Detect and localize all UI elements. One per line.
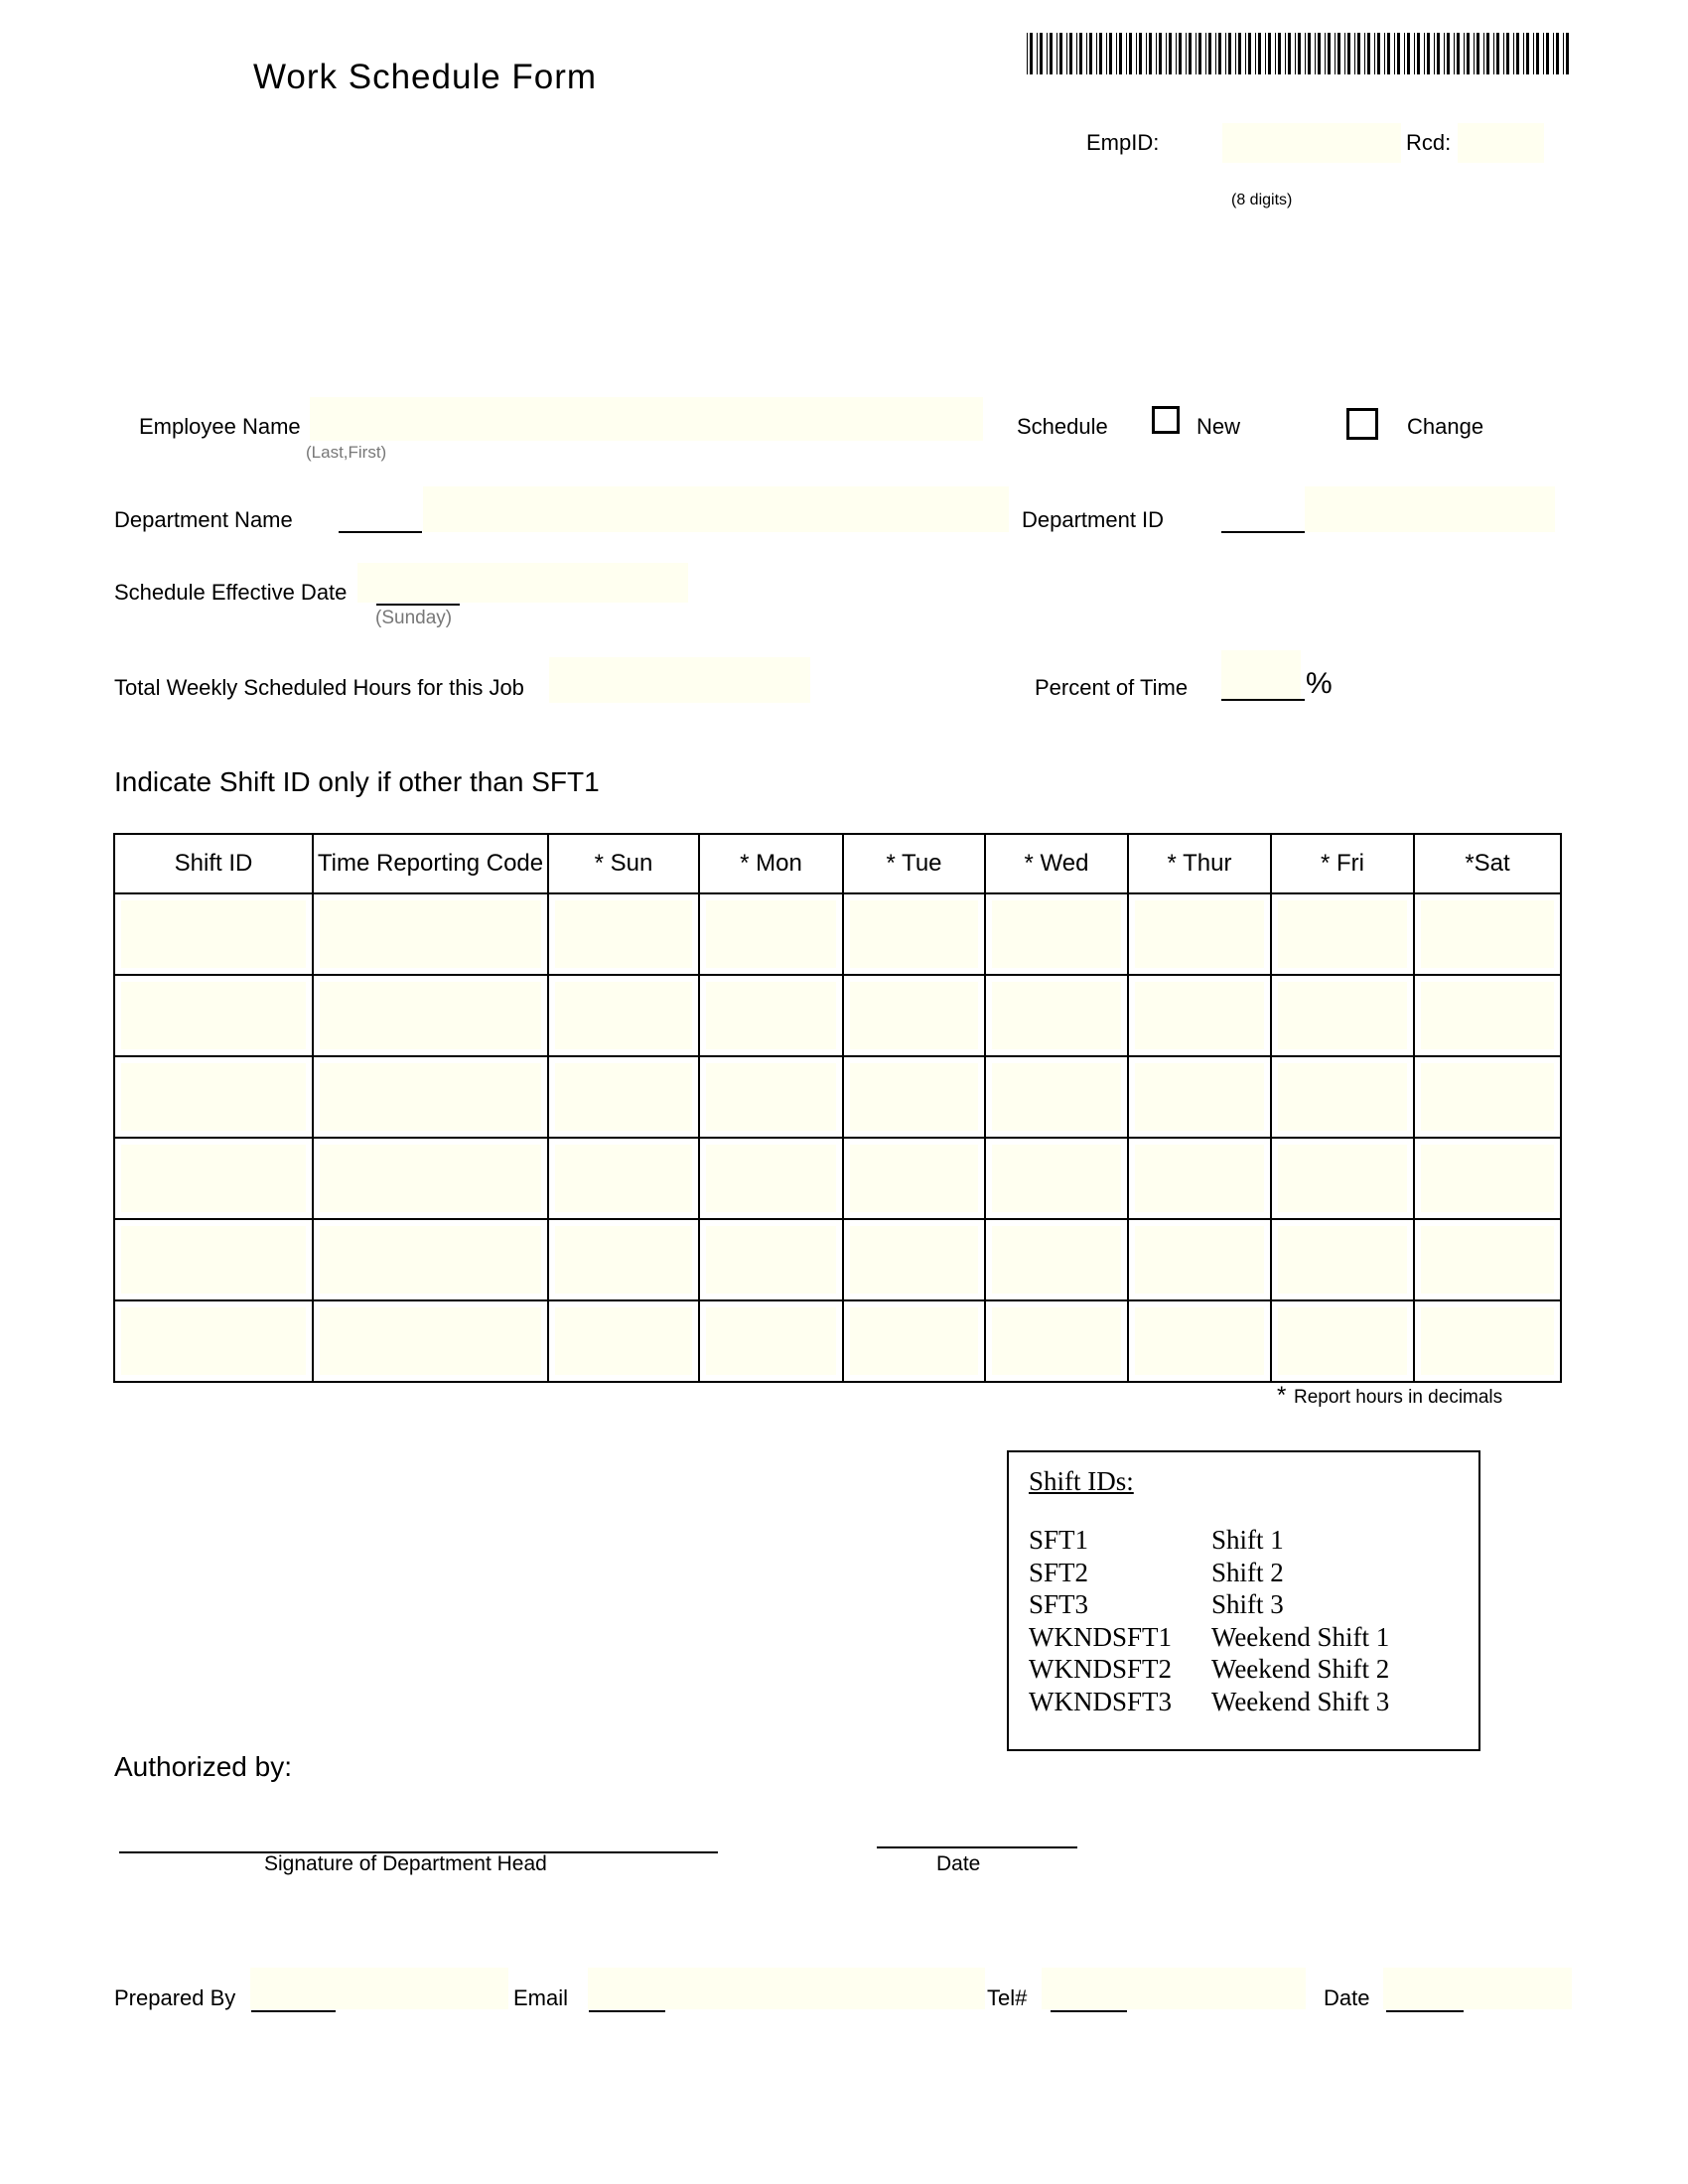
table-cell-input[interactable] [555,900,692,968]
tel-underline [1051,2010,1127,2012]
table-cell [1271,1138,1414,1219]
table-cell [1128,1056,1271,1138]
table-cell [1271,1300,1414,1382]
table-row [114,893,1561,975]
table-cell-input[interactable] [320,900,541,968]
table-cell [313,1138,548,1219]
percent-sign: % [1306,667,1333,700]
table-cell-input[interactable] [555,1307,692,1375]
footnote-star: * [1277,1382,1287,1409]
table-cell-input[interactable] [1135,982,1264,1049]
effective-date-field[interactable] [357,563,688,603]
table-cell-input[interactable] [1421,1145,1554,1212]
department-name-field[interactable] [423,486,1009,532]
schedule-change-checkbox[interactable] [1346,408,1378,440]
table-cell [985,1138,1128,1219]
table-row [114,1219,1561,1300]
table-cell [1271,1056,1414,1138]
table-cell-input[interactable] [706,1063,836,1131]
table-cell [114,1300,313,1382]
schedule-new-label: New [1196,414,1241,439]
table-cell [114,1056,313,1138]
table-cell [313,1219,548,1300]
table-cell [1271,893,1414,975]
table-cell-input[interactable] [706,1307,836,1375]
table-cell [843,1138,985,1219]
table-cell [985,893,1128,975]
table-cell-input[interactable] [1421,1226,1554,1294]
employee-name-label: Employee Name [139,414,301,439]
table-cell [843,1056,985,1138]
table-cell-input[interactable] [1135,1145,1264,1212]
table-cell [1128,893,1271,975]
table-cell [114,1219,313,1300]
auth-date-label: Date [936,1852,981,1875]
table-cell [985,975,1128,1056]
table-cell [548,975,699,1056]
table-cell-input[interactable] [555,1226,692,1294]
table-header-cell: * Thur [1128,834,1271,893]
table-cell [1271,975,1414,1056]
table-cell-input[interactable] [121,1145,306,1212]
table-cell [699,893,843,975]
footnote-text: Report hours in decimals [1294,1387,1503,1408]
shift-note: Indicate Shift ID only if other than SFT1 [114,766,600,797]
table-cell-input[interactable] [992,1226,1121,1294]
table-header-cell: * Mon [699,834,843,893]
table-cell-input[interactable] [320,1063,541,1131]
prepared-date-field[interactable] [1383,1968,1572,2009]
auth-date-line[interactable] [877,1846,1077,1848]
prepared-date-underline [1386,2010,1464,2012]
table-cell-input[interactable] [1278,900,1407,968]
table-cell [114,893,313,975]
department-id-label: Department ID [1022,507,1165,532]
shift-id-description: Shift 1 [1211,1525,1284,1555]
empid-label: EmpID: [1086,130,1160,155]
shift-id-description: Weekend Shift 1 [1211,1621,1390,1652]
empid-field[interactable] [1222,123,1401,163]
employee-name-hint: (Last,First) [306,443,387,462]
effective-date-underline [376,604,460,606]
form-title: Work Schedule Form [253,58,598,96]
table-cell [313,1300,548,1382]
shift-id-code: WKNDSFT3 [1029,1686,1173,1716]
schedule-change-label: Change [1407,414,1484,439]
table-cell [699,1138,843,1219]
table-cell-input[interactable] [1421,1307,1554,1375]
table-cell [1128,1138,1271,1219]
table-cell-input[interactable] [1278,1063,1407,1131]
department-id-underline [1221,531,1305,533]
table-cell-input[interactable] [320,1145,541,1212]
shift-id-description: Shift 2 [1211,1557,1284,1587]
table-cell [1414,975,1561,1056]
table-row [114,1056,1561,1138]
table-header-cell: * Tue [843,834,985,893]
table-cell [699,1056,843,1138]
table-cell [114,1138,313,1219]
schedule-table [113,833,1562,1383]
table-cell-input[interactable] [850,1307,978,1375]
shift-id-code: WKNDSFT2 [1029,1654,1173,1684]
table-cell [1414,893,1561,975]
table-cell-input[interactable] [992,982,1121,1049]
table-cell-input[interactable] [706,1145,836,1212]
table-cell-input[interactable] [555,1145,692,1212]
email-field[interactable] [588,1968,985,2009]
table-cell [114,975,313,1056]
email-underline [589,2010,665,2012]
table-cell [843,975,985,1056]
table-cell [1271,1219,1414,1300]
percent-time-field[interactable] [1221,650,1301,700]
empid-hint: (8 digits) [1231,192,1293,208]
table-cell-input[interactable] [850,900,978,968]
table-cell [1414,1138,1561,1219]
rcd-field[interactable] [1458,123,1544,163]
table-cell [313,893,548,975]
table-header-cell: * Sun [548,834,699,893]
table-cell [313,975,548,1056]
rcd-label: Rcd: [1406,130,1452,155]
table-row [114,1300,1561,1382]
shift-id-description: Shift 3 [1211,1589,1284,1619]
table-cell [1414,1219,1561,1300]
table-header-cell: Time Reporting Code [313,834,548,893]
table-cell [699,1300,843,1382]
table-row [114,975,1561,1056]
table-cell-input[interactable] [706,1226,836,1294]
table-cell-input[interactable] [320,1226,541,1294]
table-cell-input[interactable] [320,982,541,1049]
table-cell-input[interactable] [1278,1226,1407,1294]
table-cell-input[interactable] [1421,900,1554,968]
table-cell [548,1056,699,1138]
shift-id-description: Weekend Shift 2 [1211,1654,1390,1684]
department-name-label: Department Name [114,507,293,532]
table-cell [985,1300,1128,1382]
prepared-by-underline [251,2010,336,2012]
shift-id-code: SFT2 [1029,1557,1089,1587]
table-cell [548,1300,699,1382]
schedule-new-checkbox[interactable] [1152,406,1180,434]
table-cell-input[interactable] [555,982,692,1049]
department-name-underline [339,531,422,533]
table-cell-input[interactable] [1278,982,1407,1049]
table-cell-input[interactable] [121,1307,306,1375]
table-cell [1414,1056,1561,1138]
table-cell-input[interactable] [992,900,1121,968]
shift-ids-legend [1007,1450,1480,1751]
table-cell-input[interactable] [121,1226,306,1294]
table-header-cell: *Sat [1414,834,1561,893]
effective-date-label: Schedule Effective Date [114,580,348,605]
table-cell-input[interactable] [121,982,306,1049]
percent-time-underline [1221,699,1305,701]
prepared-by-field[interactable] [250,1968,508,2009]
table-cell-input[interactable] [850,1063,978,1131]
shift-id-description: Weekend Shift 3 [1211,1686,1390,1716]
shift-id-code: WKNDSFT1 [1029,1621,1173,1652]
shift-ids-title: Shift IDs: [1029,1466,1134,1496]
employee-name-field[interactable] [310,397,983,441]
table-cell-input[interactable] [121,900,306,968]
table-cell-input[interactable] [992,1063,1121,1131]
table-cell-input[interactable] [1135,1307,1264,1375]
table-header-cell: * Wed [985,834,1128,893]
table-row [114,1138,1561,1219]
table-cell-input[interactable] [992,1145,1121,1212]
table-cell [843,1219,985,1300]
table-cell-input[interactable] [850,982,978,1049]
table-header-cell: Shift ID [114,834,313,893]
table-cell-input[interactable] [1278,1145,1407,1212]
table-cell [843,893,985,975]
table-cell-input[interactable] [1278,1307,1407,1375]
table-header-cell: * Fri [1271,834,1414,893]
table-cell-input[interactable] [320,1307,541,1375]
table-cell [548,893,699,975]
barcode [1027,33,1571,74]
table-cell [548,1219,699,1300]
table-cell [1128,1219,1271,1300]
table-cell [699,975,843,1056]
schedule-label: Schedule [1017,414,1108,439]
weekly-hours-field[interactable] [549,657,810,703]
percent-time-label: Percent of Time [1035,675,1189,700]
shift-id-code: SFT3 [1029,1589,1089,1619]
table-cell [1128,1300,1271,1382]
table-cell [1414,1300,1561,1382]
tel-field[interactable] [1042,1968,1306,2009]
table-cell [985,1219,1128,1300]
table-cell-input[interactable] [1135,900,1264,968]
table-cell-input[interactable] [1421,1063,1554,1131]
department-id-field[interactable] [1305,486,1555,532]
table-cell-input[interactable] [1135,1226,1264,1294]
table-cell-input[interactable] [555,1063,692,1131]
table-cell [548,1138,699,1219]
table-cell [1128,975,1271,1056]
signature-label: Signature of Department Head [264,1852,547,1875]
tel-label: Tel# [987,1985,1028,2010]
table-cell-input[interactable] [1135,1063,1264,1131]
email-label: Email [513,1985,569,2010]
table-cell-input[interactable] [992,1307,1121,1375]
shift-id-code: SFT1 [1029,1525,1089,1555]
table-cell-input[interactable] [1421,982,1554,1049]
weekly-hours-label: Total Weekly Scheduled Hours for this Job [114,675,524,700]
table-cell [313,1056,548,1138]
table-cell-input[interactable] [121,1063,306,1131]
effective-date-hint: (Sunday) [375,608,453,628]
table-cell [843,1300,985,1382]
prepared-date-label: Date [1324,1985,1370,2010]
prepared-by-label: Prepared By [114,1985,236,2010]
table-cell-input[interactable] [850,1145,978,1212]
table-cell-input[interactable] [706,900,836,968]
table-header-row [114,834,1561,893]
table-cell [699,1219,843,1300]
table-cell-input[interactable] [850,1226,978,1294]
table-cell-input[interactable] [706,982,836,1049]
table-cell [985,1056,1128,1138]
authorized-by-label: Authorized by: [114,1751,292,1782]
